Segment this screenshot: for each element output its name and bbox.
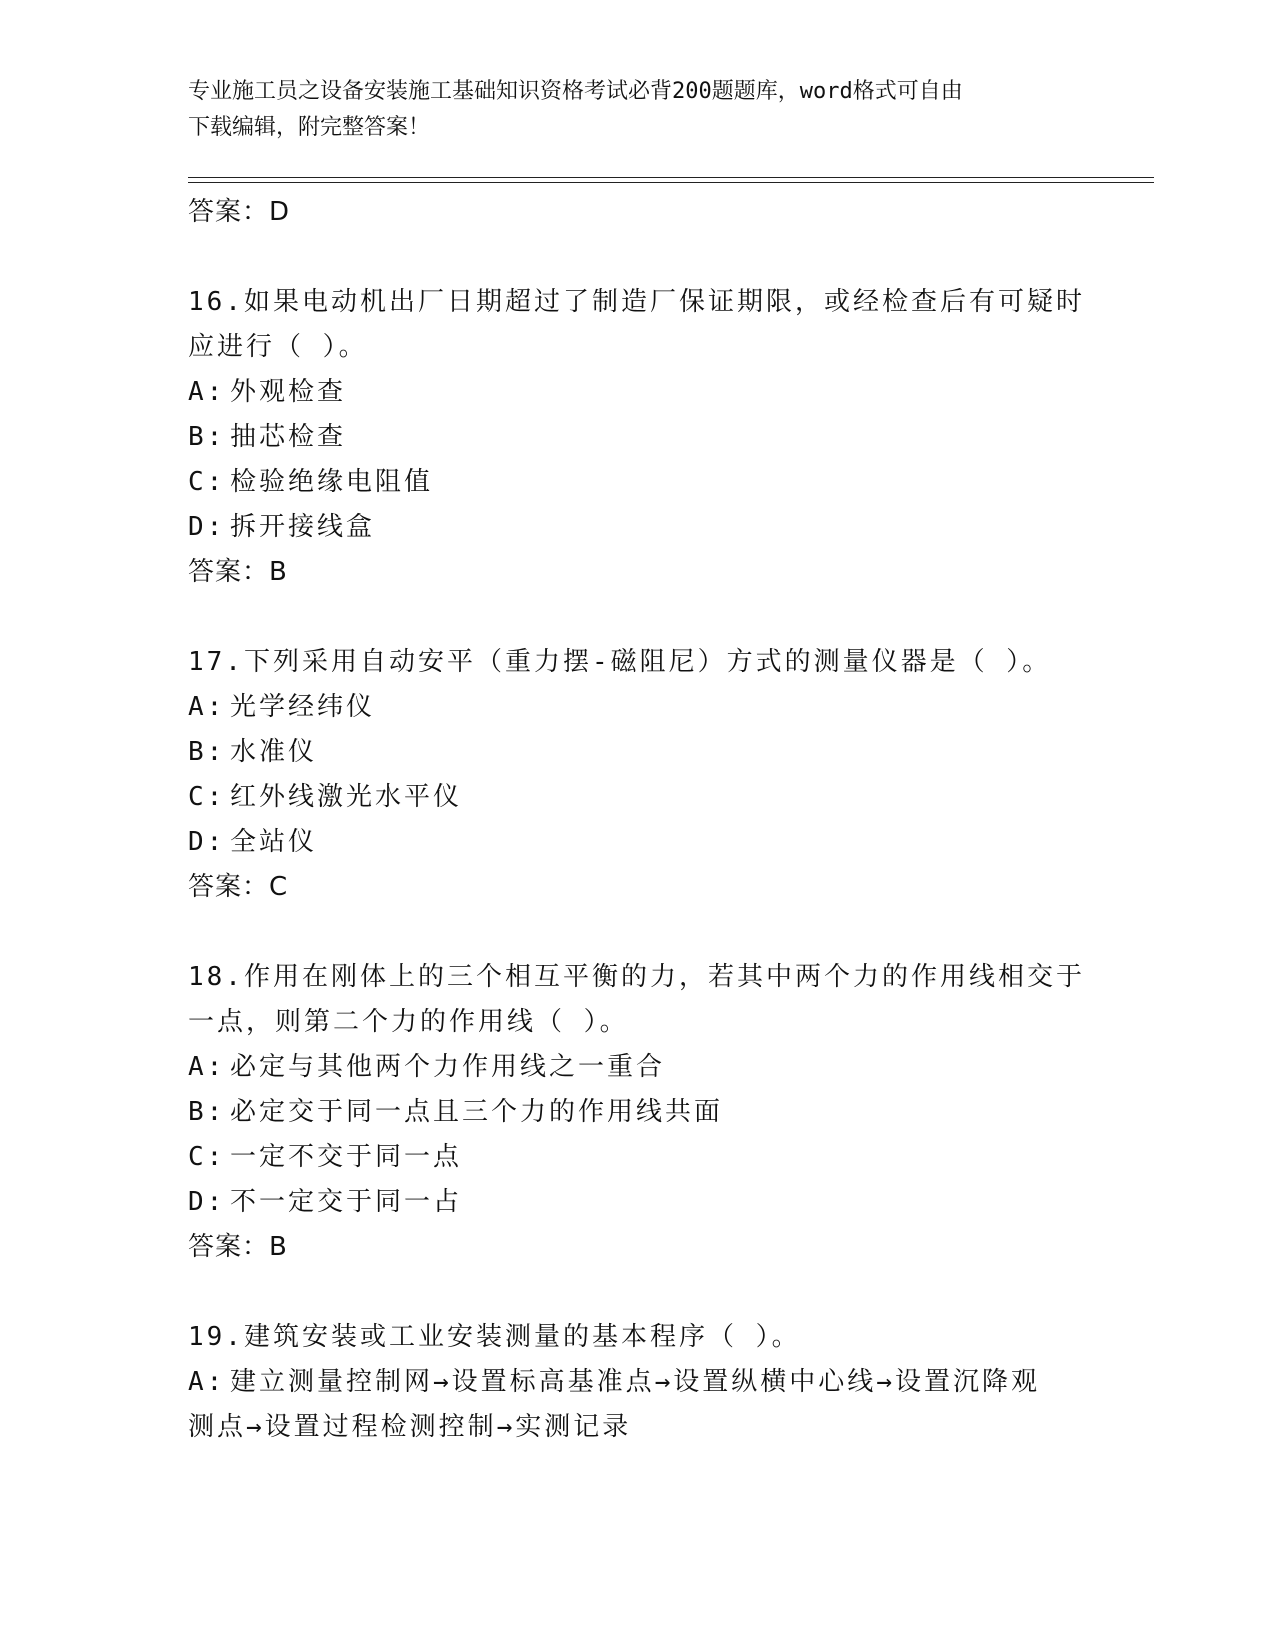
option-d xyxy=(188,505,1088,550)
question-stem: 18.作用在刚体上的三个相互平衡的力，若其中两个力的作用线相交于 xyxy=(188,962,1085,992)
answer-line: 答案：B xyxy=(188,1232,288,1262)
option-a xyxy=(188,1360,1088,1405)
question-stem-continued: 应进行（ ）。 xyxy=(188,332,368,362)
option-b xyxy=(188,730,1088,775)
option-a xyxy=(188,1045,1088,1090)
question-18 xyxy=(188,955,1088,1269)
option-d xyxy=(188,1180,1088,1225)
option-text: 外观检查 xyxy=(230,377,347,407)
option-text: 一定不交于同一点 xyxy=(230,1142,463,1172)
option-c xyxy=(188,1135,1088,1180)
option-d xyxy=(188,820,1088,865)
option-letter: A: xyxy=(188,377,226,407)
option-text: 拆开接线盒 xyxy=(230,512,376,542)
option-b xyxy=(188,415,1088,460)
option-a xyxy=(188,685,1088,730)
option-text: 红外线激光水平仪 xyxy=(230,782,463,812)
question-17 xyxy=(188,640,1088,909)
option-text: 不一定交于同一占 xyxy=(230,1187,463,1217)
question-19 xyxy=(188,1315,1088,1450)
option-a-continued: 测点→设置过程检测控制→实测记录 xyxy=(188,1412,632,1442)
option-letter: B: xyxy=(188,422,226,452)
option-text: 建立测量控制网→设置标高基准点→设置纵横中心线→设置沉降观 xyxy=(230,1367,1040,1397)
question-16 xyxy=(188,280,1088,594)
document-body xyxy=(188,190,1088,1450)
header-line-2: 下载编辑，附完整答案！ xyxy=(188,115,431,140)
option-text: 抽芯检查 xyxy=(230,422,347,452)
option-letter: D: xyxy=(188,1187,226,1217)
header-divider-bottom xyxy=(188,182,1154,183)
option-letter: D: xyxy=(188,827,226,857)
question-stem-continued: 一点，则第二个力的作用线（ ）。 xyxy=(188,1007,629,1037)
question-stem: 16.如果电动机出厂日期超过了制造厂保证期限，或经检查后有可疑时 xyxy=(188,287,1085,317)
answer-line: 答案：B xyxy=(188,557,288,587)
option-text: 必定交于同一点且三个力的作用线共面 xyxy=(230,1097,724,1127)
option-letter: A: xyxy=(188,1052,226,1082)
answer-line: 答案：C xyxy=(188,872,289,902)
option-letter: C: xyxy=(188,782,226,812)
question-stem: 19.建筑安装或工业安装测量的基本程序（ ）。 xyxy=(188,1322,801,1352)
answer-line: 答案：D xyxy=(188,197,291,227)
option-letter: C: xyxy=(188,1142,226,1172)
header-line-1: 专业施工员之设备安装施工基础知识资格考试必背200题题库，word格式可自由 xyxy=(188,79,963,104)
option-text: 全站仪 xyxy=(230,827,318,857)
document-header xyxy=(188,74,1088,146)
option-letter: B: xyxy=(188,1097,226,1127)
option-text: 必定与其他两个力作用线之一重合 xyxy=(230,1052,666,1082)
option-a xyxy=(188,370,1088,415)
option-text: 检验绝缘电阻值 xyxy=(230,467,434,497)
option-text: 水准仪 xyxy=(230,737,318,767)
option-letter: C: xyxy=(188,467,226,497)
option-letter: D: xyxy=(188,512,226,542)
option-text: 光学经纬仪 xyxy=(230,692,376,722)
option-c xyxy=(188,775,1088,820)
header-divider-top xyxy=(188,177,1154,178)
option-b xyxy=(188,1090,1088,1135)
option-letter: A: xyxy=(188,692,226,722)
option-letter: B: xyxy=(188,737,226,767)
question-stem: 17.下列采用自动安平（重力摆-磁阻尼）方式的测量仪器是（ ）。 xyxy=(188,647,1052,677)
option-c xyxy=(188,460,1088,505)
option-letter: A: xyxy=(188,1367,226,1397)
